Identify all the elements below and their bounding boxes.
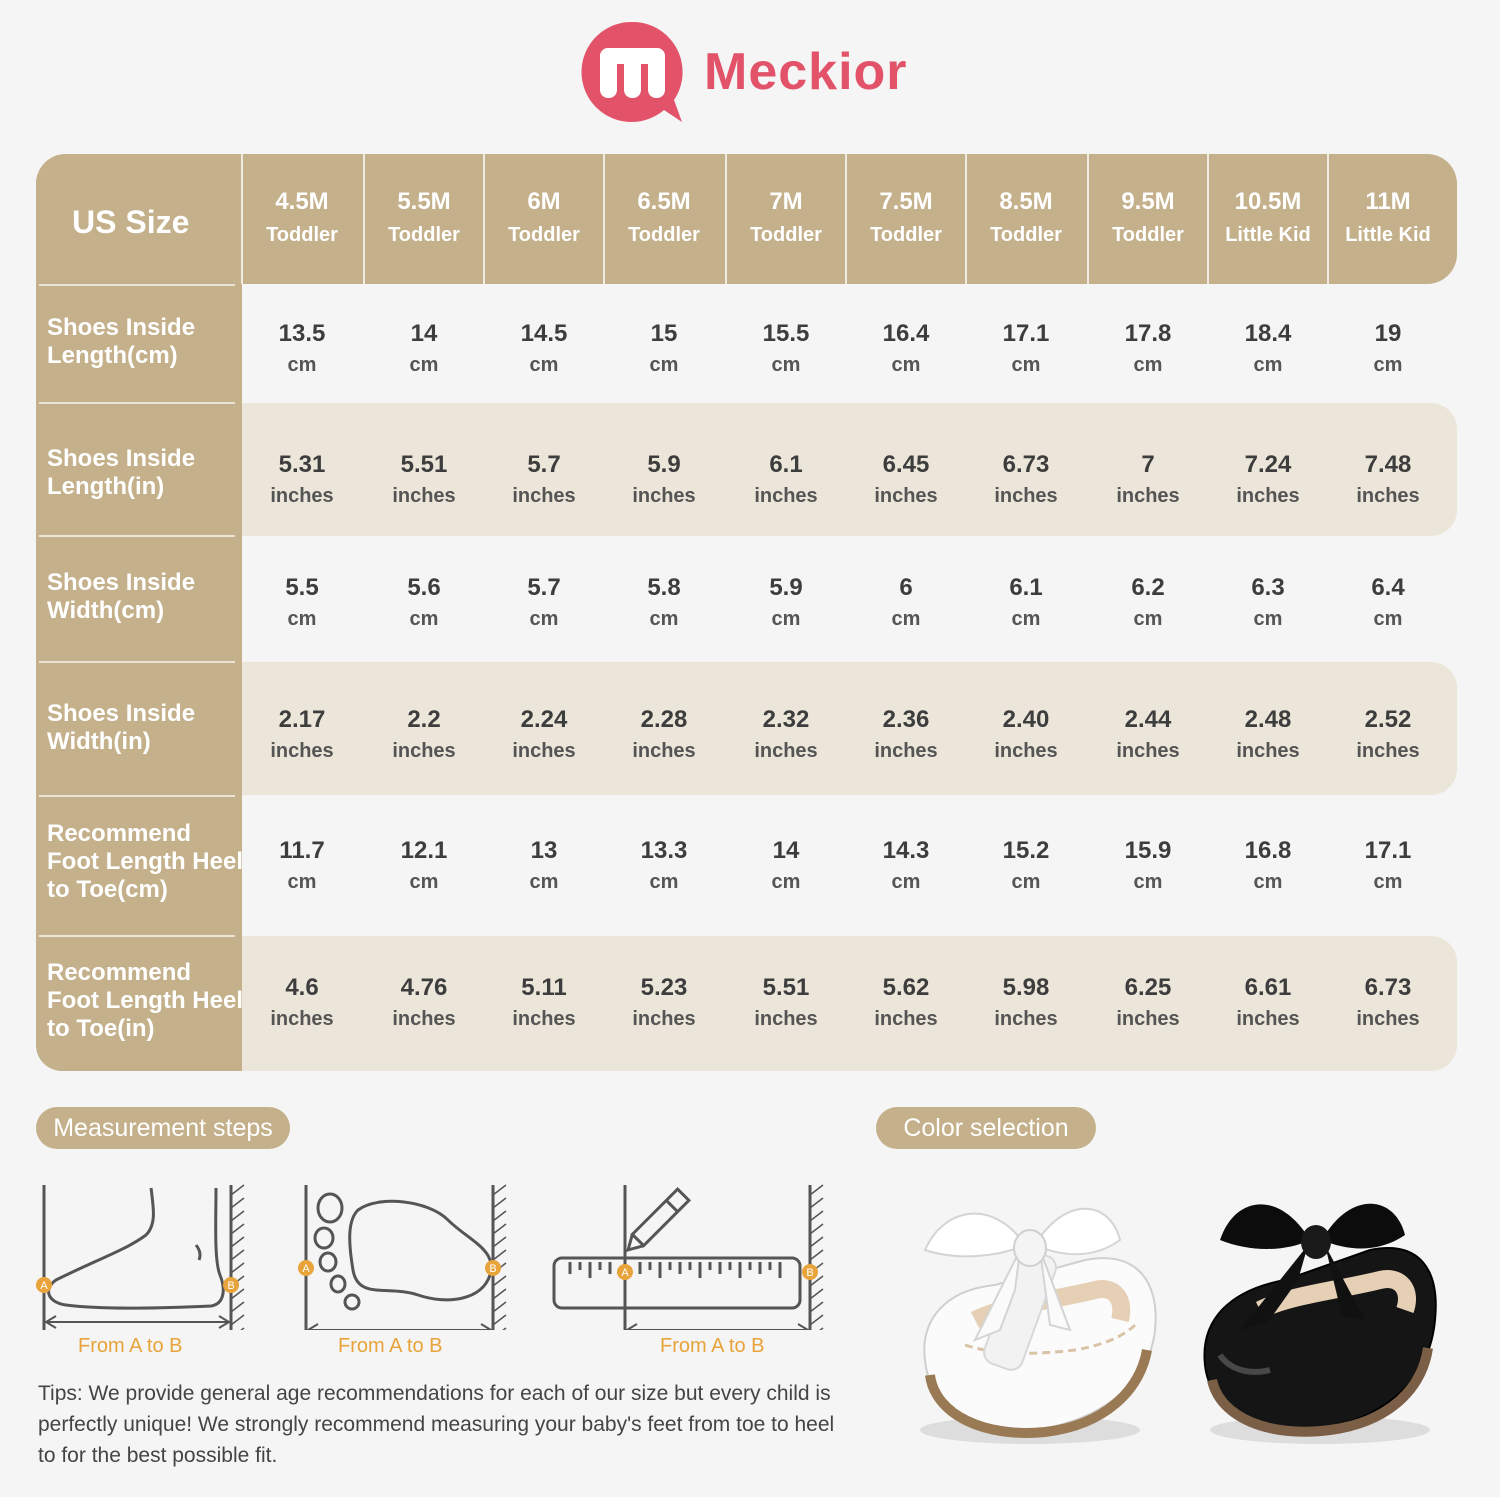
cell-unit: cm xyxy=(771,608,801,630)
cell-unit: inches xyxy=(270,485,334,507)
cell-value: 7.24 xyxy=(1244,451,1292,478)
cell-value: 2.40 xyxy=(1002,706,1050,733)
cell-value: 12.1 xyxy=(400,837,448,864)
cell-value: 6.73 xyxy=(1364,974,1412,1001)
cell-value: 6.1 xyxy=(1009,574,1043,601)
cell-unit: inches xyxy=(1356,1008,1420,1030)
cell-value: 6.3 xyxy=(1251,574,1285,601)
size-category: Toddler xyxy=(266,224,338,246)
cell-value: 13 xyxy=(530,837,558,864)
cell-unit: inches xyxy=(754,485,818,507)
pencil-icon xyxy=(622,1189,688,1255)
size-category: Toddler xyxy=(990,224,1062,246)
cell-unit: cm xyxy=(771,354,801,376)
cell-unit: inches xyxy=(1236,740,1300,762)
table-cell xyxy=(1328,706,1448,763)
column-divider xyxy=(363,154,365,284)
cell-unit: inches xyxy=(874,485,938,507)
cell-unit: cm xyxy=(1011,608,1041,630)
table-cell xyxy=(364,974,484,1031)
cell-unit: cm xyxy=(529,354,559,376)
cell-unit: inches xyxy=(270,740,334,762)
table-cell xyxy=(1328,451,1448,508)
row-divider xyxy=(39,661,235,663)
table-cell xyxy=(726,451,846,508)
cell-unit: cm xyxy=(891,354,921,376)
cell-value: 13.5 xyxy=(278,320,326,347)
column-divider xyxy=(241,154,243,284)
size-value: 11M xyxy=(1365,188,1411,215)
row-label: Recommend Foot Length Heel to Toe(in) xyxy=(47,959,243,1042)
table-cell xyxy=(966,837,1086,894)
table-cell xyxy=(364,706,484,763)
size-value: 7.5M xyxy=(879,188,933,215)
cell-unit: cm xyxy=(1133,608,1163,630)
table-cell xyxy=(484,974,604,1031)
size-value: 6M xyxy=(527,188,561,215)
table-cell xyxy=(966,451,1086,508)
table-cell xyxy=(484,706,604,763)
cell-value: 15.2 xyxy=(1002,837,1050,864)
color-selection-badge: Color selection xyxy=(876,1107,1096,1149)
cell-value: 5.5 xyxy=(285,574,319,601)
cell-value: 6.73 xyxy=(1002,451,1050,478)
size-category: Toddler xyxy=(388,224,460,246)
cell-unit: cm xyxy=(649,871,679,893)
cell-unit: cm xyxy=(1373,608,1403,630)
size-value: 8.5M xyxy=(999,188,1053,215)
column-divider xyxy=(965,154,967,284)
cell-value: 6.25 xyxy=(1124,974,1172,1001)
table-cell xyxy=(364,451,484,508)
cell-value: 17.1 xyxy=(1364,837,1412,864)
table-cell xyxy=(242,974,362,1031)
cell-unit: cm xyxy=(1253,354,1283,376)
size-value: 10.5M xyxy=(1234,188,1302,215)
cell-unit: inches xyxy=(1356,740,1420,762)
row-label: Shoes Inside Length(in) xyxy=(47,445,196,500)
cell-unit: cm xyxy=(1253,608,1283,630)
step-1-label: From A to B xyxy=(78,1335,183,1357)
row-label: Shoes Inside Width(in) xyxy=(47,700,196,755)
cell-value: 4.6 xyxy=(285,974,319,1001)
cell-unit: cm xyxy=(287,354,317,376)
cell-unit: cm xyxy=(409,608,439,630)
cell-unit: cm xyxy=(1011,354,1041,376)
cell-unit: cm xyxy=(287,871,317,893)
cell-unit: inches xyxy=(392,1008,456,1030)
cell-value: 14.5 xyxy=(520,320,568,347)
foot-side-view-diagram xyxy=(36,1180,251,1330)
cell-value: 2.24 xyxy=(520,706,568,733)
cell-value: 2.36 xyxy=(882,706,930,733)
cell-value: 5.51 xyxy=(400,451,448,478)
table-cell xyxy=(364,320,484,377)
table-cell xyxy=(604,320,724,377)
table-cell xyxy=(846,320,966,377)
cell-unit: inches xyxy=(1236,1008,1300,1030)
cell-unit: inches xyxy=(632,1008,696,1030)
cell-unit: cm xyxy=(287,608,317,630)
measurement-steps-badge: Measurement steps xyxy=(36,1107,290,1149)
column-divider xyxy=(1327,154,1329,284)
cell-value: 7 xyxy=(1141,451,1155,478)
point-a-label: A xyxy=(621,1267,629,1279)
size-header-cell xyxy=(846,154,966,284)
size-header-cell xyxy=(242,154,362,284)
meckior-logo-icon xyxy=(578,18,686,126)
table-cell xyxy=(1208,574,1328,631)
cell-value: 5.7 xyxy=(527,574,561,601)
cell-value: 2.2 xyxy=(407,706,441,733)
cell-unit: inches xyxy=(1356,485,1420,507)
table-cell xyxy=(242,706,362,763)
cell-unit: inches xyxy=(1116,740,1180,762)
table-cell xyxy=(1208,974,1328,1031)
brand-name: Meckior xyxy=(704,43,908,101)
size-category: Toddler xyxy=(870,224,942,246)
cell-value: 5.51 xyxy=(762,974,810,1001)
point-b-label: B xyxy=(489,1263,497,1275)
table-cell xyxy=(1088,451,1208,508)
size-header-cell xyxy=(1088,154,1208,284)
cell-value: 2.52 xyxy=(1364,706,1412,733)
table-cell xyxy=(846,706,966,763)
cell-unit: inches xyxy=(512,485,576,507)
cell-value: 5.62 xyxy=(882,974,930,1001)
step-2-label: From A to B xyxy=(338,1335,443,1357)
cell-value: 6.4 xyxy=(1371,574,1405,601)
point-b-label: B xyxy=(806,1267,814,1279)
size-value: 6.5M xyxy=(637,188,691,215)
size-category: Toddler xyxy=(508,224,580,246)
black-shoe-image[interactable] xyxy=(1190,1180,1455,1450)
cell-unit: inches xyxy=(512,1008,576,1030)
cell-value: 16.4 xyxy=(882,320,930,347)
step-3-label: From A to B xyxy=(660,1335,765,1357)
footprint-top-view-diagram xyxy=(298,1180,513,1330)
brand-logo xyxy=(578,18,908,126)
cell-unit: inches xyxy=(1116,485,1180,507)
table-cell xyxy=(1328,974,1448,1031)
cell-value: 14 xyxy=(772,837,800,864)
cell-unit: cm xyxy=(649,354,679,376)
cell-value: 2.48 xyxy=(1244,706,1292,733)
table-cell xyxy=(966,974,1086,1031)
cell-unit: cm xyxy=(771,871,801,893)
cell-value: 17.8 xyxy=(1124,320,1172,347)
table-cell xyxy=(1208,706,1328,763)
cell-value: 5.6 xyxy=(407,574,441,601)
table-cell xyxy=(846,451,966,508)
table-cell xyxy=(1328,574,1448,631)
cell-value: 6.1 xyxy=(769,451,803,478)
cell-value: 5.7 xyxy=(527,451,561,478)
row-label: Recommend Foot Length Heel to Toe(cm) xyxy=(47,820,243,903)
size-category: Little Kid xyxy=(1345,224,1431,246)
table-cell xyxy=(484,451,604,508)
cell-value: 11.7 xyxy=(279,837,325,864)
column-divider xyxy=(845,154,847,284)
cell-value: 6 xyxy=(899,574,913,601)
table-cell xyxy=(726,837,846,894)
cell-value: 7.48 xyxy=(1364,451,1412,478)
table-cell xyxy=(966,706,1086,763)
size-header-cell xyxy=(1208,154,1328,284)
cell-value: 5.23 xyxy=(640,974,688,1001)
cell-value: 5.98 xyxy=(1002,974,1050,1001)
cell-value: 16.8 xyxy=(1244,837,1292,864)
size-header-cell xyxy=(726,154,846,284)
cell-unit: cm xyxy=(409,871,439,893)
cell-value: 5.9 xyxy=(769,574,803,601)
cell-value: 5.31 xyxy=(278,451,326,478)
table-cell xyxy=(726,320,846,377)
column-divider xyxy=(1087,154,1089,284)
cell-unit: inches xyxy=(754,740,818,762)
table-cell xyxy=(604,574,724,631)
cell-unit: inches xyxy=(632,485,696,507)
table-cell xyxy=(1088,837,1208,894)
point-b-label: B xyxy=(227,1280,235,1292)
cell-value: 15 xyxy=(650,320,678,347)
cell-value: 6.2 xyxy=(1131,574,1165,601)
size-header-cell xyxy=(484,154,604,284)
table-cell xyxy=(1208,451,1328,508)
size-value: 9.5M xyxy=(1121,188,1175,215)
size-value: 4.5M xyxy=(275,188,329,215)
table-cell xyxy=(242,451,362,508)
cell-unit: inches xyxy=(1116,1008,1180,1030)
cell-unit: cm xyxy=(891,871,921,893)
size-category: Toddler xyxy=(1112,224,1184,246)
table-cell xyxy=(726,974,846,1031)
table-cell xyxy=(726,574,846,631)
table-cell xyxy=(604,451,724,508)
size-value: 5.5M xyxy=(397,188,451,215)
size-category: Little Kid xyxy=(1225,224,1311,246)
size-category: Toddler xyxy=(628,224,700,246)
cell-unit: inches xyxy=(1236,485,1300,507)
cell-unit: cm xyxy=(1373,354,1403,376)
point-a-label: A xyxy=(302,1263,310,1275)
cell-value: 2.44 xyxy=(1124,706,1172,733)
table-cell xyxy=(1088,706,1208,763)
cell-unit: cm xyxy=(529,871,559,893)
cell-unit: inches xyxy=(512,740,576,762)
cell-unit: cm xyxy=(1133,871,1163,893)
table-cell xyxy=(484,320,604,377)
cell-value: 15.9 xyxy=(1124,837,1172,864)
table-cell xyxy=(364,574,484,631)
column-divider xyxy=(603,154,605,284)
cell-unit: inches xyxy=(994,485,1058,507)
size-category: Toddler xyxy=(750,224,822,246)
table-cell xyxy=(846,974,966,1031)
size-header-cell xyxy=(364,154,484,284)
table-cell xyxy=(1208,320,1328,377)
cell-value: 6.45 xyxy=(882,451,930,478)
measurement-tips: Tips: We provide general age recommendations for each of our size but every child is perfectly unique! We strongly recommend measuring your baby's feet from toe to heel to for the best possible fit. xyxy=(38,1382,835,1467)
table-cell xyxy=(484,574,604,631)
us-size-label: US Size xyxy=(72,204,190,240)
table-cell xyxy=(604,706,724,763)
row-divider xyxy=(39,284,235,286)
cell-value: 14.3 xyxy=(882,837,930,864)
row-label: Shoes Inside Length(cm) xyxy=(47,314,196,369)
cell-unit: inches xyxy=(270,1008,334,1030)
column-divider xyxy=(725,154,727,284)
cell-unit: inches xyxy=(754,1008,818,1030)
table-cell xyxy=(1088,974,1208,1031)
table-cell xyxy=(484,837,604,894)
table-cell xyxy=(1208,837,1328,894)
ruler-measure-diagram xyxy=(548,1180,828,1330)
cell-value: 4.76 xyxy=(400,974,448,1001)
table-cell xyxy=(966,574,1086,631)
cell-unit: inches xyxy=(994,740,1058,762)
table-cell xyxy=(364,837,484,894)
size-header-cell xyxy=(966,154,1086,284)
size-chart-table xyxy=(36,154,1457,1071)
row-divider xyxy=(39,795,235,797)
point-a-label: A xyxy=(40,1280,48,1292)
cell-unit: inches xyxy=(874,1008,938,1030)
column-divider xyxy=(1207,154,1209,284)
cell-value: 15.5 xyxy=(762,320,810,347)
cell-unit: cm xyxy=(1373,871,1403,893)
cell-unit: inches xyxy=(392,740,456,762)
table-cell xyxy=(604,837,724,894)
row-divider xyxy=(39,935,235,937)
table-cell xyxy=(1088,320,1208,377)
cell-unit: cm xyxy=(1133,354,1163,376)
cell-value: 5.8 xyxy=(647,574,681,601)
cell-value: 5.11 xyxy=(521,974,567,1001)
size-value: 7M xyxy=(769,188,803,215)
cell-value: 5.9 xyxy=(647,451,681,478)
row-divider xyxy=(39,402,235,404)
table-cell xyxy=(966,320,1086,377)
cell-value: 2.32 xyxy=(762,706,810,733)
table-cell xyxy=(1328,320,1448,377)
cell-value: 2.28 xyxy=(640,706,688,733)
table-cell xyxy=(242,837,362,894)
row-label: Shoes Inside Width(cm) xyxy=(47,569,196,624)
cell-value: 17.1 xyxy=(1002,320,1050,347)
cell-value: 2.17 xyxy=(278,706,326,733)
table-cell xyxy=(604,974,724,1031)
cell-value: 13.3 xyxy=(640,837,688,864)
cell-unit: cm xyxy=(891,608,921,630)
cell-unit: inches xyxy=(632,740,696,762)
table-cell xyxy=(242,574,362,631)
cell-unit: cm xyxy=(409,354,439,376)
table-cell xyxy=(846,574,966,631)
white-shoe-image[interactable] xyxy=(905,1180,1170,1450)
cell-unit: cm xyxy=(1253,871,1283,893)
cell-unit: cm xyxy=(529,608,559,630)
cell-value: 6.61 xyxy=(1244,974,1292,1001)
cell-unit: inches xyxy=(994,1008,1058,1030)
table-cell xyxy=(1088,574,1208,631)
column-divider xyxy=(483,154,485,284)
table-cell xyxy=(726,706,846,763)
table-cell xyxy=(1328,837,1448,894)
table-cell xyxy=(242,320,362,377)
row-divider xyxy=(39,535,235,537)
size-header-cell xyxy=(1328,154,1448,284)
cell-unit: inches xyxy=(874,740,938,762)
cell-unit: cm xyxy=(1011,871,1041,893)
cell-unit: cm xyxy=(649,608,679,630)
cell-value: 18.4 xyxy=(1244,320,1292,347)
table-cell xyxy=(846,837,966,894)
size-header-cell xyxy=(604,154,724,284)
cell-value: 14 xyxy=(410,320,438,347)
cell-value: 19 xyxy=(1374,320,1402,347)
cell-unit: inches xyxy=(392,485,456,507)
